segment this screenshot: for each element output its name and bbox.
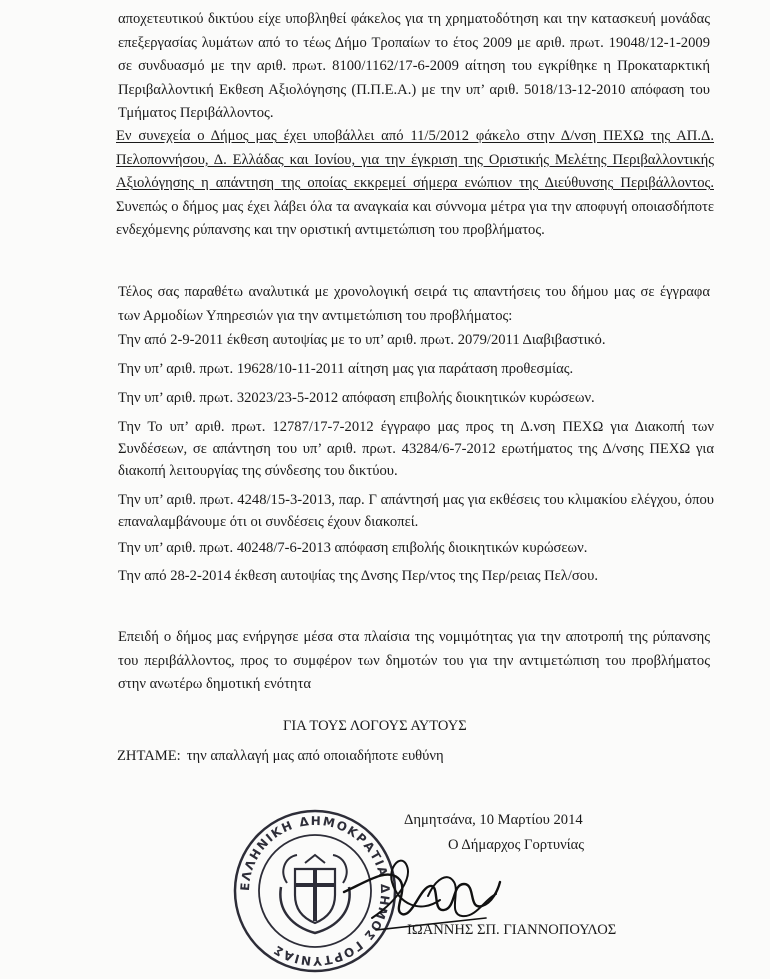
paragraph-study-submission [116,125,714,243]
list-item: Την υπ’ αριθ. πρωτ. 4248/15-3-2013, παρ. Γ απάντησή μας για εκθέσεις του κλιμακίου ελέγχου, όπου επαναλαμβάνουμε ότι οι συνδέσεις έχουν διακοπεί. [118,492,714,530]
list-item: Την από 28-2-2014 έκθεση αυτοψίας της Δνσης Περ/ντος της Περ/ρειας Πελ/σου. [118,568,598,584]
request-text: την απαλλαγή μας από οποιαδήποτε ευθύνη [186,748,444,764]
list-item: Την υπ’ αριθ. πρωτ. 40248/7-6-2013 απόφαση επιβολής διοικητικών κυρώσεων. [118,540,588,556]
seal-text: ΕΛΛΗΝΙΚΗ ΔΗΜΟΚΡΑΤΙΑ ΔΗΜΟΣ ΓΟΡΤΥΝΙΑΣ [237,813,393,969]
request-label: ΖΗΤΑΜΕ: [117,748,181,764]
paragraph-continuation: Συνεπώς ο δήμος μας έχει λάβει όλα τα αναγκαία και σύννομα μέτρα για την αποφυγή οποιασδήποτε ενδεχόμενης ρύπανσης και την οριστική αντιμετώπιση του προβλήματος. [116,198,714,238]
list-item: Την από 2-9-2011 έκθεση αυτοψίας με το υπ’ αριθ. πρωτ. 2079/2011 Διαβιβαστικό. [118,332,606,348]
list-item: Την υπ’ αριθ. πρωτ. 19628/10-11-2011 αίτηση μας για παράταση προθεσμίας. [118,361,574,377]
request-line [117,748,444,765]
paragraph-funding-history: αποχετευτικού δικτύου είχε υποβληθεί φάκελος για τη χρηματοδότηση και την κατασκευή μονάδας επεξεργασίας λυμάτων από το τέως Δήμο Τροπαίων το έτος 2009 με αριθ. πρωτ. 19048/12-1-2009 σε συνδυασμό με την αριθ. πρωτ. 8100/1162/17-6-2009 αίτηση του εγκρίθηκε η Προκαταρκτική Περιβαλλοντική Εκθεση Αξιολόγησης (Π.Π.Ε.Α.) με την υπ’ αριθ. 5018/13-12-2010 απόφαση του Τμήματος Περιβάλλοντος. [118,11,710,121]
list-item: Την υπ’ αριθ. πρωτ. 32023/23-5-2012 απόφαση επιβολής διοικητικών κυρώσεων. [118,390,595,406]
signatory-name: ΙΩΑΝΝΗΣ ΣΠ. ΓΙΑΝΝΟΠΟΥΛΟΣ [407,922,617,938]
underlined-passage: Εν συνεχεία ο Δήμος μας έχει υποβάλλει από 11/5/2012 φάκελο στην Δ/νση ΠΕΧΩ της ΑΠ.Δ. Πελοποννήσου, Δ. Ελλάδας και Ιονίου, για την έγκριση της Οριστικής Μελέτης Περιβαλλοντικής Αξιολόγησης η απάντηση της οποίας εκκρεμεί σήμερα ενώπιον της Διεύθυνσης Περιβάλλοντος. [116,128,714,191]
paragraph-conclusion: Επειδή ο δήμος μας ενήργησε μέσα στα πλαίσια της νομιμότητας για την αποτροπή της ρύπανσης του περιβάλλοντος, προς το συμφέρον των δημοτών του για την αντιμετώπιση του προβλήματος στην ανωτέρω δημοτική ενότητα [118,629,710,692]
signatory-title: Ο Δήμαρχος Γορτυνίας [448,837,585,853]
section-heading: ΓΙΑ ΤΟΥΣ ΛΟΓΟΥΣ ΑΥΤΟΥΣ [283,718,467,734]
place-date: Δημητσάνα, 10 Μαρτίου 2014 [404,812,583,828]
list-item: Την Το υπ’ αριθ. πρωτ. 12787/17-7-2012 έγγραφο μας προς τη Δ.νση ΠΕΧΩ για Διακοπή των Συνδέσεων, σε απάντηση του υπ’ αριθ. πρωτ. 43284/6-7-2012 ερωτήματος της Δ/νσης ΠΕΧΩ για διακοπή λειτουργίας της σύνδεσης του δικτύου. [118,419,714,479]
paragraph-chronological-intro: Τέλος σας παραθέτω αναλυτικά με χρονολογική σειρά τις απαντήσεις του δήμου μας σε έγγραφα των Αρμοδίων Υπηρεσιών για την αντιμετώπιση του προβλήματος: [118,284,710,324]
